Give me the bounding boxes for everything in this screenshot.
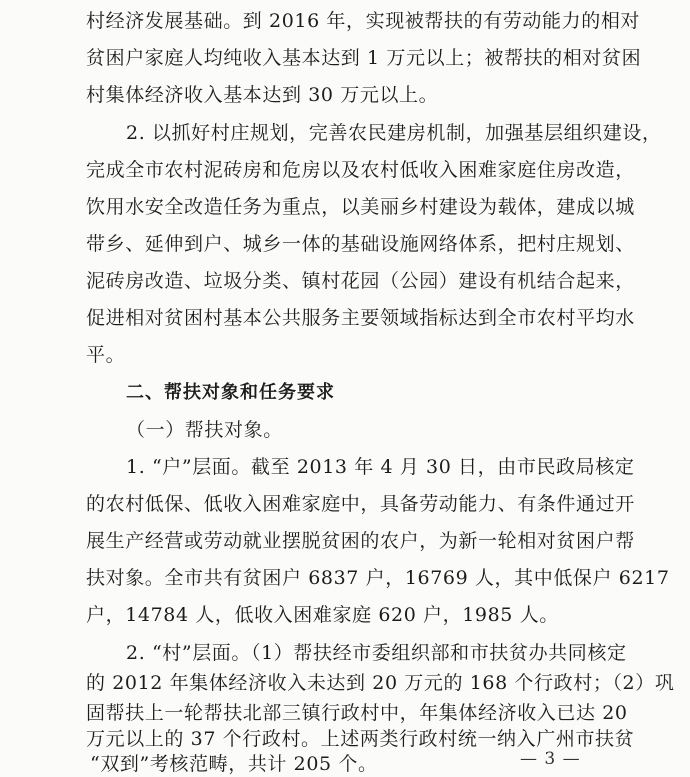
paragraph-line: 的农村低保、低收入困难家庭中，具备劳动能力、有条件通过开 [86,493,635,515]
paragraph-line: 泥砖房改造、垃圾分类、镇村花园（公园）建设有机结合起来， [86,270,635,292]
paragraph-line: 2. 以抓好村庄规划，完善农民建房机制，加强基层组织建设， [126,122,662,144]
paragraph-line: 完成全市农村泥砖房和危房以及农村低收入困难家庭住房改造， [86,159,635,181]
paragraph-line: 固帮扶上一轮帮扶北部三镇行政村中，年集体经济收入已达 20 [86,702,628,724]
paragraph-line: 万元以上的 37 个行政村。上述两类行政村统一纳入广州市扶贫 [86,728,635,750]
paragraph-line: 1. “户”层面。截至 2013 年 4 月 30 日，由市民政局核定 [126,456,635,478]
paragraph-line: 促进相对贫困村基本公共服务主要领域指标达到全市农村平均水 [86,307,635,329]
paragraph-line: 村经济发展基础。到 2016 年，实现被帮扶的有劳动能力的相对 [86,10,641,32]
page-number: — 3 — [520,749,581,769]
paragraph-line: 2. “村”层面。（1）帮扶经市委组织部和市扶贫办共同核定 [126,642,627,664]
section-heading: 二、帮扶对象和任务要求 [126,382,335,403]
paragraph-line: 平。 [86,344,126,366]
paragraph-line: 的 2012 年集体经济收入未达到 20 万元的 168 个行政村；（2）巩 [86,672,675,694]
paragraph-line: 带乡、延伸到户、城乡一体的基础设施网络体系，把村庄规划、 [86,233,635,255]
paragraph-line: 村集体经济收入基本达到 30 万元以上。 [86,84,439,106]
paragraph-line: 贫困户家庭人均纯收入基本达到 1 万元以上；被帮扶的相对贫困 [86,47,642,69]
paragraph-line: 展生产经营或劳动就业摆脱贫困的农户，为新一轮相对贫困户帮 [86,530,635,552]
paragraph-line: 扶对象。全市共有贫困户 6837 户，16769 人，其中低保户 6217 [86,567,670,589]
subsection-heading: （一）帮扶对象。 [126,419,283,441]
paragraph-line: 饮用水安全改造任务为重点，以美丽乡村建设为载体，建成以城 [86,196,635,218]
paragraph-line: 户，14784 人，低收入困难家庭 620 户，1985 人。 [86,604,559,626]
paragraph-line: “双到”考核范畴，共计 205 个。 [90,753,378,775]
